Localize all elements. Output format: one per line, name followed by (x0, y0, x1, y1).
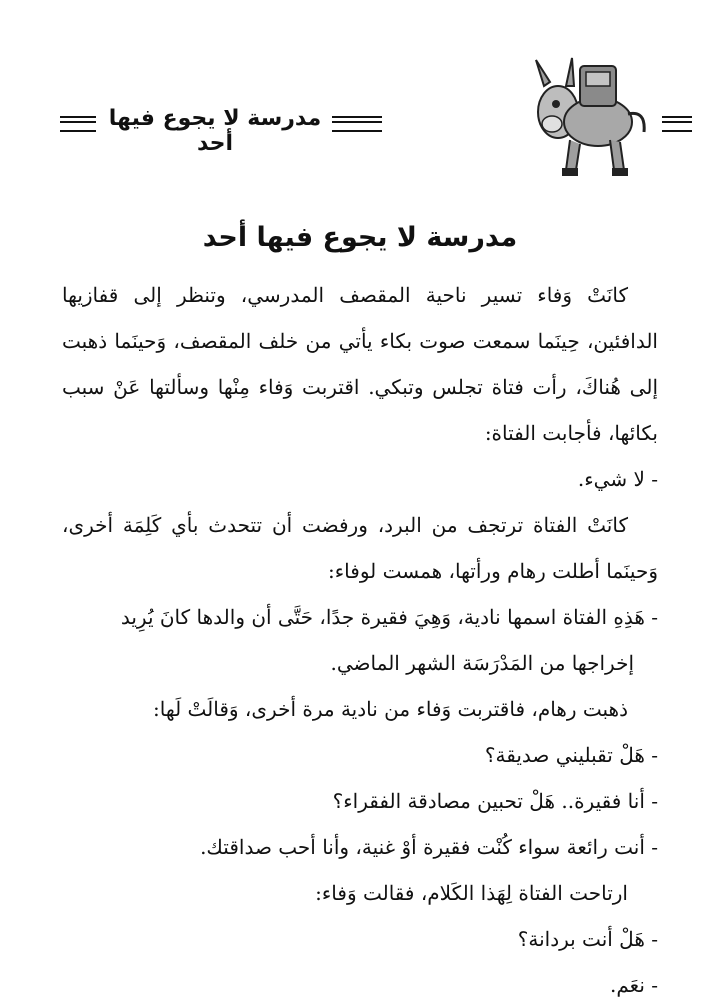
page-header (40, 70, 680, 190)
paragraph: ذهبت رهام، فاقتربت وَفاء من نادية مرة أخرى، وَقالَتْ لَها: (153, 697, 628, 721)
paragraph: كانَتْ الفتاة ترتجف من البرد، ورفضت أن تتحدث بأي كَلِمَة أخرى، وَحينَما أطلت رهام ورأتها، همست لوفاء: (62, 513, 658, 583)
story-body (62, 272, 658, 1008)
header-title: مدرسة لا يجوع فيها أحد (108, 106, 322, 156)
dialogue-line: - هَذِهِ الفتاة اسمها نادية، وَهِيَ فقيرة جدًا، حَتَّى أن والدها كانَ يُرِيد (120, 605, 658, 629)
dialogue-line: - نعَم. (610, 973, 658, 997)
dialogue-line: - هَلْ أنت بردانة؟ (517, 927, 658, 951)
header-rule-middle (332, 116, 382, 132)
dialogue-line: - أنا فقيرة.. هَلْ تحبين مصادقة الفقراء؟ (332, 789, 658, 813)
dialogue-line-continuation: إخراجها من المَدْرَسَة الشهر الماضي. (330, 651, 634, 675)
dialogue-line: - لا شيء. (577, 467, 658, 491)
header-rule-left (60, 116, 96, 132)
paragraph: ارتاحت الفتاة لِهَذا الكَلام، فقالت وَفاء: (315, 881, 628, 905)
dialogue-line: - أنت رائعة سواء كُنْت فقيرة أوْ غنية، وأنا أحب صداقتك. (200, 835, 658, 859)
dialogue-line: - هَلْ تقبليني صديقة؟ (484, 743, 658, 767)
donkey-mascot-illustration (500, 52, 660, 192)
header-rule-right (662, 116, 692, 132)
page-title: مدرسة لا يجوع فيها أحد (202, 222, 518, 253)
paragraph: كانَتْ وَفاء تسير ناحية المقصف المدرسي، وتنظر إلى قفازيها الدافئين، حِينَما سمعت صوت بكاء يأتي من خلف المقصف، وَحينَما ذهبت إلى هُناكَ، رأت فتاة تجلس وتبكي. اقتربت وَفاء مِنْها وسألتها عَنْ سبب بكائها، فأجابت الفتاة: (62, 283, 658, 445)
